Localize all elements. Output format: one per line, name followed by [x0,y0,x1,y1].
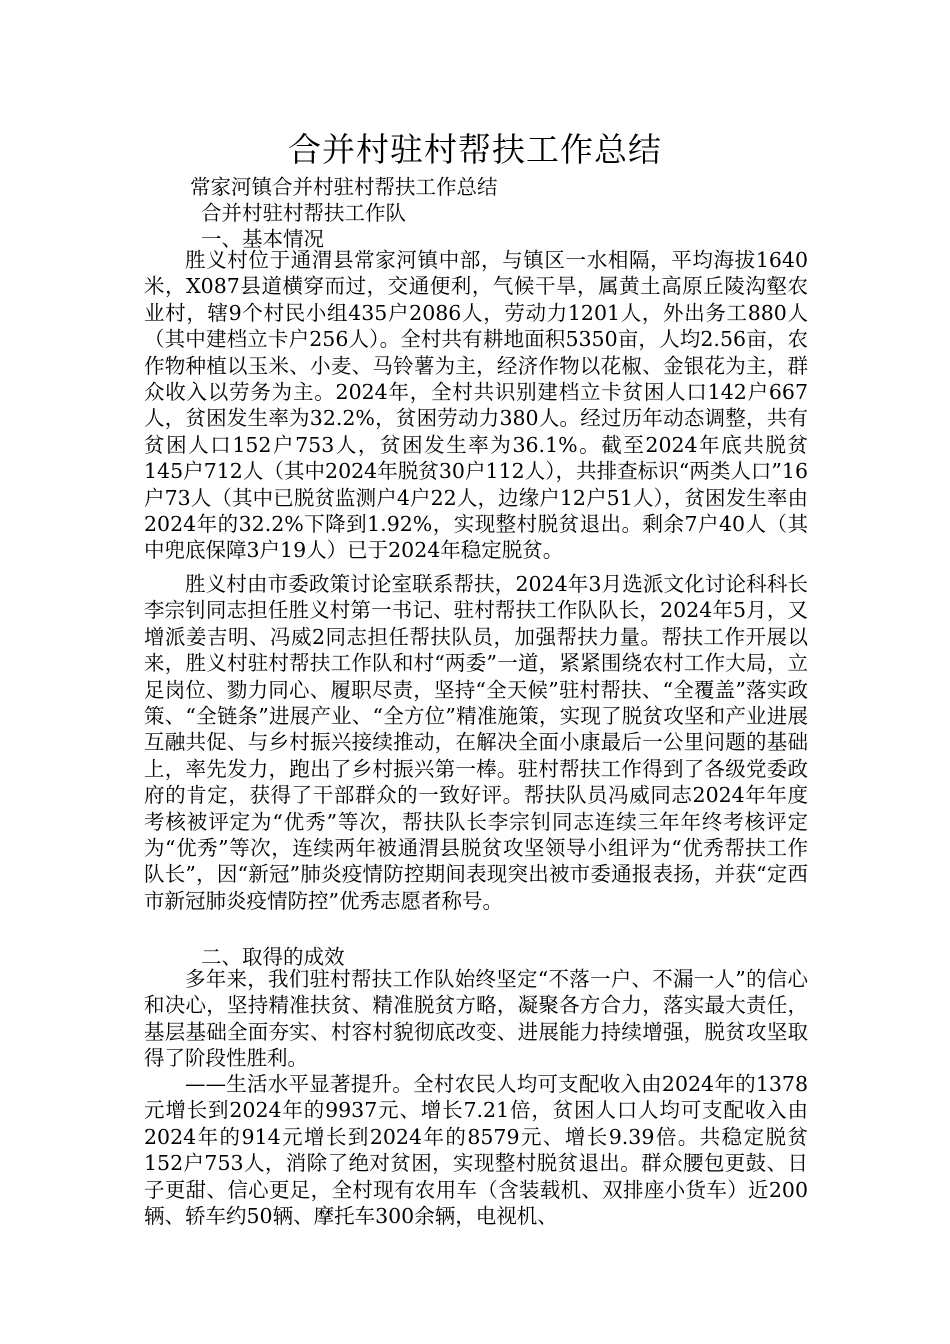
paragraph-achievements-intro: 多年来，我们驻村帮扶工作队始终坚定“不落一户、不漏一人”的信心和决心，坚持精准扶贫、精准脱贫方略，凝聚各方合力，落实最大责任，基层基础全面夯实、村容村貌彻底改变、进展能力持续增强，脱贫攻坚取得了阶段性胜利。 [144,967,808,1071]
paragraph-assistance-team: 胜义村由市委政策讨论室联系帮扶，2024年3月选派文化讨论科科长李宗钊同志担任胜义村第一书记、驻村帮扶工作队队长，2024年5月，又增派姜吉明、冯威2同志担任帮扶队员，加强帮扶力量。帮扶工作开展以来，胜义村驻村帮扶工作队和村“两委”一道，紧紧围绕农村工作大局，立足岗位、勠力同心、履职尽责，坚持“全天候”驻村帮扶、“全覆盖”落实政策、“全链条”进展产业、“全方位”精准施策，实现了脱贫攻坚和产业进展互融共促、与乡村振兴接续推动，在解决全面小康最后一公里问题的基础上，率先发力，跑出了乡村振兴第一棒。驻村帮扶工作得到了各级党委政府的肯定，获得了干部群众的一致好评。帮扶队员冯威同志2024年年度考核被评定为“优秀”等次，帮扶队长李宗钊同志连续三年年终考核评定为“优秀”等次，连续两年被通渭县脱贫攻坚领导小组评为“优秀帮扶工作队长”，因“新冠”肺炎疫情防控期间表现突出被市委通报表扬，并获“定西市新冠肺炎疫情防控”优秀志愿者称号。 [144,572,808,913]
paragraph-basic-info: 胜义村位于通渭县常家河镇中部，与镇区一水相隔，平均海拔1640米，X087县道横穿而过，交通便利，气候干旱，属黄土高原丘陵沟壑农业村，辖9个村民小组435户2086人，劳动力1201人，外出务工880人（其中建档立卡户256人）。全村共有耕地面积5350亩，人均2.56亩，农作物种植以玉米、小麦、马铃薯为主，经济作物以花椒、金银花为主，群众收入以劳务为主。2024年，全村共识别建档立卡贫困人口142户667人，贫困发生率为32.2%，贫困劳动力380人。经过历年动态调整，共有贫困人口152户753人，贫困发生率为36.1%。截至2024年底共脱贫145户712人（其中2024年脱贫30户112人），共排查标识“两类人口”16户73人（其中已脱贫监测户4户22人，边缘户12户51人），贫困发生率由2024年的32.2%下降到1.92%，实现整村脱贫退出。剩余7户40人（其中兜底保障3户19人）已于2024年稳定脱贫。 [144,248,808,563]
document-subtitle: 常家河镇合并村驻村帮扶工作总结 [190,175,498,199]
section-heading-achievements: 二、取得的成效 [201,945,345,969]
section-heading-basic-info: 一、基本情况 [201,227,324,251]
document-title: 合并村驻村帮扶工作总结 [288,130,662,169]
team-name: 合并村驻村帮扶工作队 [201,201,406,225]
paragraph-living-standard: ——生活水平显著提升。全村农民人均可支配收入由2024年的1378元增长到2024年的9937元、增长7.21倍，贫困人口人均可支配收入由2024年的914元增长到2024年的8579元、增长9.39倍。共稳定脱贫152户753人，消除了绝对贫困，实现整村脱贫退出。群众腰包更鼓、日子更甜、信心更足，全村现有农用车（含装载机、双排座小货车）近200辆、轿车约50辆、摩托车300余辆，电视机、 [144,1072,808,1229]
